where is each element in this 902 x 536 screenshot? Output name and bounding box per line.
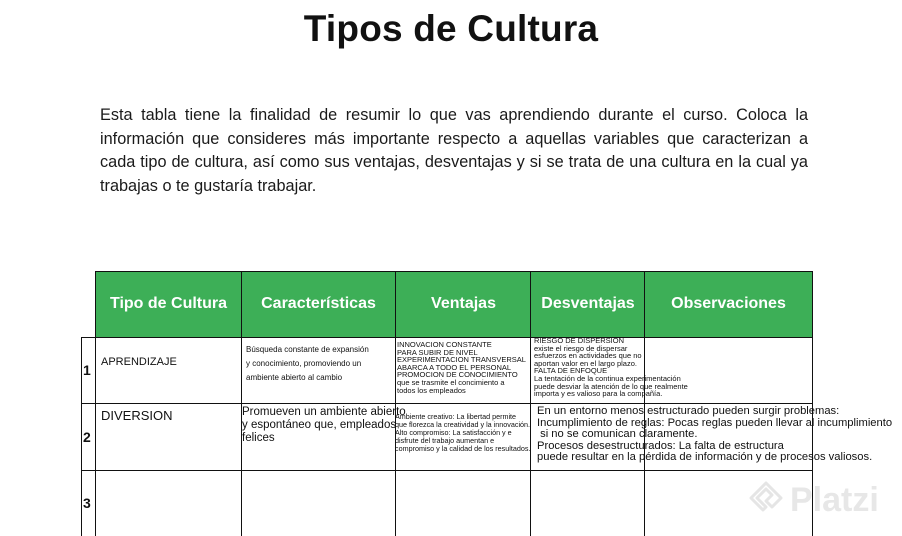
row1-caracteristicas: Búsqueda constante de expansión y conocimiento, promoviendo un ambiente abierto al cambio xyxy=(246,345,369,382)
row1-desventajas: RIESGO DE DISPERSION existe el riesgo de dispersar esfuerzos en actividades que no aportan valor en el largo plazo. FALTA DE ENFOQUE La tentación de la continua experimentación puede desviar la atención de lo que realmente importa y es valioso para la compañía. xyxy=(534,336,688,399)
grid-line xyxy=(241,271,242,536)
row-number: 1 xyxy=(83,362,91,378)
grid-line xyxy=(81,337,82,536)
row1-tipo: APRENDIZAJE xyxy=(101,356,177,368)
platzi-logo-icon xyxy=(748,480,784,520)
header-desventajas: Desventajas xyxy=(531,271,645,337)
row1-ventajas: INNOVACION CONSTANTE PARA SUBIR DE NIVEL EXPERIMENTACION TRANSVERSAL ABARCA A TODO EL PERSONAL PROMOCION DE CONOCIMIENTO que se trasmite el concimiento a todos los empleados xyxy=(397,340,526,395)
header-observaciones: Observaciones xyxy=(645,271,812,337)
intro-paragraph: Esta tabla tiene la finalidad de resumir lo que vas aprendiendo durante el curso. Coloca la información que consideres más importante respecto a aquellas variables que caracterizan a cada tipo de cultura, así como sus ventajas, desventajas y si se trata de una cultura en la cual ya trabajas o te gustaría trabajar. xyxy=(100,106,808,195)
grid-line xyxy=(81,403,813,404)
row2-tipo: DIVERSION xyxy=(101,408,173,423)
grid-line xyxy=(81,337,813,338)
page-title: Tipos de Cultura xyxy=(303,8,599,49)
row-number: 2 xyxy=(83,429,91,445)
row2-ventajas: Ambiente creativo: La libertad permite que florezca la creatividad y la innovación. Alto compromiso: La satisfacción y e disfrute del trabajo aumentan e compromiso y la calidad de los resultados. xyxy=(395,412,531,453)
grid-line xyxy=(530,271,531,536)
grid-line xyxy=(395,271,396,536)
grid-line xyxy=(95,271,96,536)
header-caracteristicas: Características xyxy=(241,271,396,337)
grid-line xyxy=(81,470,813,471)
watermark-text: Platzi xyxy=(790,480,879,519)
platzi-watermark xyxy=(748,480,879,520)
grid-line xyxy=(644,271,645,536)
row2-caracteristicas: Promueven un ambiente abierto y espontáneo que, empleados felices xyxy=(242,406,406,444)
header-ventajas: Ventajas xyxy=(396,271,531,337)
header-tipo: Tipo de Cultura xyxy=(96,271,241,337)
row2-observaciones: En un entorno menos estructurado pueden surgir problemas: Incumplimiento de reglas: Pocas reglas pueden llevar al incumplimiento si no se comunican claramente. Procesos desestructurados: La falta de estructura puede resultar en la pérdida de información y de procesos valiosos. xyxy=(537,405,893,464)
grid-line xyxy=(96,271,813,272)
row-number: 3 xyxy=(83,495,91,511)
